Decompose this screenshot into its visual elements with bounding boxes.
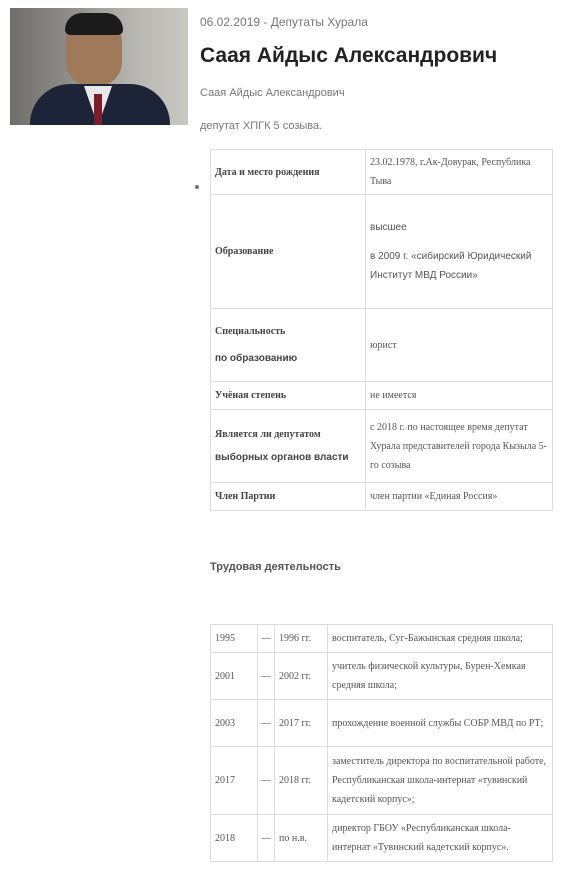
work-to: 2002 гг. xyxy=(275,653,328,700)
work-from: 2017 xyxy=(211,747,258,815)
table-row xyxy=(211,483,553,511)
work-to: по н.в. xyxy=(275,815,328,862)
info-value xyxy=(366,195,553,309)
table-row xyxy=(211,150,553,195)
post-date: 06.02.2019 xyxy=(200,15,261,29)
work-dash: — xyxy=(258,747,275,815)
info-key-line: Является ли депутатом xyxy=(215,429,321,440)
info-table xyxy=(210,149,553,511)
meta-separator: - xyxy=(263,15,268,29)
work-to: 2017 гг. xyxy=(275,700,328,747)
info-value: не имеется xyxy=(366,382,553,410)
info-key-line: выборных органов власти xyxy=(215,452,349,463)
work-to: 2018 гг. xyxy=(275,747,328,815)
table-row xyxy=(211,625,553,653)
work-from: 2001 xyxy=(211,653,258,700)
work-history-table xyxy=(210,624,553,862)
info-value-line: высшее xyxy=(370,222,407,233)
page-title: Саая Айдыс Александрович xyxy=(200,44,498,67)
table-row xyxy=(211,815,553,862)
person-name: Саая Айдыс Александрович xyxy=(200,87,345,99)
work-to: 1996 гг. xyxy=(275,625,328,653)
info-key-line: Специальность xyxy=(215,326,286,337)
work-description: заместитель директора по воспитательной работе, Республиканская школа-интернат «тувинский кадетский корпус»; xyxy=(328,747,553,815)
table-row xyxy=(211,195,553,309)
photo-tie xyxy=(94,94,102,125)
category-link[interactable]: Депутаты Хурала xyxy=(270,15,368,29)
work-from: 1995 xyxy=(211,625,258,653)
info-key xyxy=(211,309,366,382)
info-key: Член Партии xyxy=(211,483,366,511)
info-value: 23.02.1978, г.Ак-Довурак, Республика Тыва xyxy=(366,150,553,195)
work-dash: — xyxy=(258,700,275,747)
work-dash: — xyxy=(258,815,275,862)
info-key xyxy=(211,410,366,483)
table-row xyxy=(211,410,553,483)
list-bullet xyxy=(195,185,199,189)
table-row xyxy=(211,309,553,382)
section-heading: Трудовая деятельность xyxy=(210,561,341,573)
table-row xyxy=(211,653,553,700)
work-description: директор ГБОУ «Республиканская школа-интернат «Тувинский кадетский корпус». xyxy=(328,815,553,862)
info-value: член партии «Единая Россия» xyxy=(366,483,553,511)
work-description: прохождение военной службы СОБР МВД по РТ; xyxy=(328,700,553,747)
table-row xyxy=(211,382,553,410)
info-key: Образование xyxy=(211,195,366,309)
work-dash: — xyxy=(258,653,275,700)
work-description: воспитатель, Суг-Бажынская средняя школа; xyxy=(328,625,553,653)
work-from: 2003 xyxy=(211,700,258,747)
info-key: Дата и место рождения xyxy=(211,150,366,195)
person-position: депутат ХПГК 5 созыва. xyxy=(200,120,323,132)
post-meta xyxy=(200,15,368,29)
work-from: 2018 xyxy=(211,815,258,862)
photo-hair xyxy=(65,13,123,35)
info-key-line: по образованию xyxy=(215,353,298,364)
table-row xyxy=(211,747,553,815)
table-row xyxy=(211,700,553,747)
info-value: с 2018 г. по настоящее время депутат Хурала представителей города Кызыла 5-го созыва xyxy=(366,410,553,483)
info-value: юрист xyxy=(366,309,553,382)
portrait-photo xyxy=(10,8,188,125)
work-dash: — xyxy=(258,625,275,653)
info-key: Учёная степень xyxy=(211,382,366,410)
work-description: учитель физической культуры, Бурен-Хемкая средняя школа; xyxy=(328,653,553,700)
info-value-line: в 2009 г. «сибирский Юридический Институт МВД России» xyxy=(370,251,532,281)
